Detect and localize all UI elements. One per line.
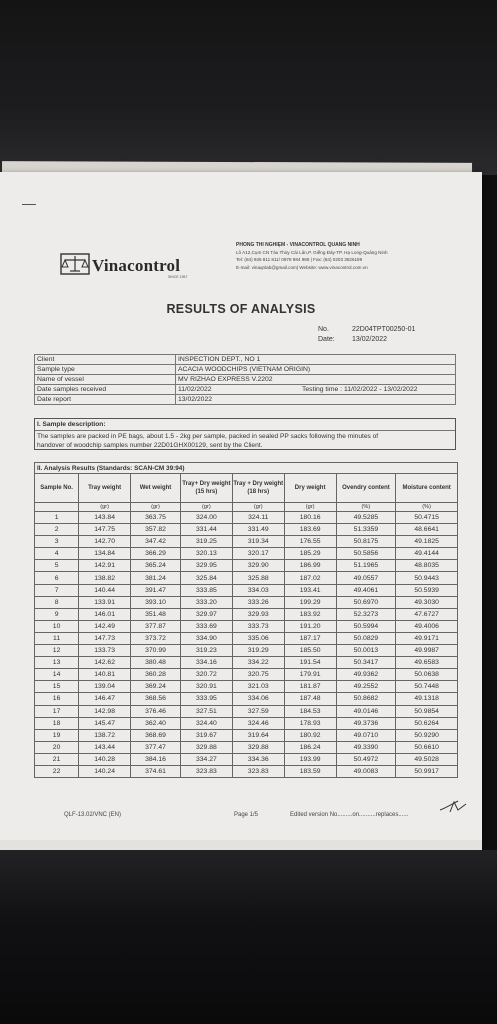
table-cell: 49.3390 — [336, 741, 396, 753]
table-cell: 142.98 — [79, 705, 131, 717]
report-date-label: Date: — [318, 336, 335, 343]
table-cell: 17 — [35, 705, 79, 717]
info-row — [35, 355, 456, 365]
lab-address: Lô A12,Cụm CN Tàu Thủy Cái Lân,P. Giếng Đáy-TP. Hạ Long-Quảng Ninh — [236, 250, 388, 256]
table-cell: 323.83 — [180, 765, 232, 777]
table-cell: 377.47 — [131, 741, 181, 753]
table-cell: 142.70 — [79, 536, 131, 548]
table-cell: 181.87 — [284, 681, 336, 693]
table-cell: 193.41 — [284, 584, 336, 596]
table-cell: 1 — [35, 512, 79, 524]
table-cell: 334.22 — [232, 657, 284, 669]
table-cell: 50.8175 — [336, 536, 396, 548]
info-label: Client — [35, 355, 176, 365]
table-cell: 48.8035 — [396, 560, 458, 572]
table-row — [35, 632, 458, 644]
table-cell: 50.0013 — [336, 645, 396, 657]
table-cell: 49.4144 — [396, 548, 458, 560]
info-row — [35, 385, 456, 395]
table-row — [35, 765, 458, 777]
info-label: Date samples received — [35, 385, 176, 395]
table-cell: 49.5285 — [336, 512, 396, 524]
table-cell: 50.6264 — [396, 717, 458, 729]
testing-time-label: Testing time : — [302, 386, 343, 393]
table-cell: 186.99 — [284, 560, 336, 572]
description-heading: I. Sample description: — [35, 419, 455, 431]
table-cell: 366.29 — [131, 548, 181, 560]
table-row — [35, 741, 458, 753]
table-row — [35, 524, 458, 536]
table-cell: 146.01 — [79, 608, 131, 620]
logo-text: Vinacontrol — [92, 256, 181, 275]
column-header: Sample No. — [35, 474, 79, 503]
report-date-value: 13/02/2022 — [352, 336, 388, 343]
table-row — [35, 596, 458, 608]
analysis-results-table — [34, 462, 458, 778]
table-cell: 327.51 — [180, 705, 232, 717]
unit-cell: (gr) — [131, 503, 181, 512]
table-cell: 320.72 — [180, 669, 232, 681]
table-cell: 52.3273 — [336, 608, 396, 620]
table-cell: 49.0146 — [336, 705, 396, 717]
table-caption-row — [35, 463, 458, 474]
vinacontrol-logo-icon — [60, 253, 90, 275]
column-header: Ovendry content — [336, 474, 396, 503]
table-cell: 3 — [35, 536, 79, 548]
edited-version: Edited version No.........on..........replaces...... — [290, 812, 409, 818]
table-cell: 50.9290 — [396, 729, 458, 741]
table-cell: 16 — [35, 693, 79, 705]
report-meta — [318, 325, 415, 345]
table-cell: 324.46 — [232, 717, 284, 729]
table-cell: 179.91 — [284, 669, 336, 681]
table-cell: 18 — [35, 717, 79, 729]
lab-name: PHÒNG THÍ NGHIỆM - VINACONTROL QUẢNG NINH — [236, 242, 360, 248]
table-cell: 134.84 — [79, 548, 131, 560]
info-value: INSPECTION DEPT., NO 1 — [176, 355, 456, 365]
table-row — [35, 536, 458, 548]
table-cell: 50.8682 — [336, 693, 396, 705]
table-cell: 319.34 — [232, 536, 284, 548]
table-cell: 50.4715 — [396, 512, 458, 524]
table-cell: 133.73 — [79, 645, 131, 657]
info-label: Date report — [35, 395, 176, 405]
table-cell: 191.20 — [284, 620, 336, 632]
table-row — [35, 620, 458, 632]
table-cell: 50.6970 — [336, 596, 396, 608]
description-text — [35, 431, 455, 451]
table-cell: 51.1965 — [336, 560, 396, 572]
table-cell: 49.6583 — [396, 657, 458, 669]
info-value: 13/02/2022 — [176, 395, 456, 405]
table-cell: 139.04 — [79, 681, 131, 693]
table-cell: 143.44 — [79, 741, 131, 753]
unit-cell: (%) — [396, 503, 458, 512]
table-cell: 15 — [35, 681, 79, 693]
table-cell: 334.27 — [180, 753, 232, 765]
table-cell: 50.4972 — [336, 753, 396, 765]
table-cell: 22 — [35, 765, 79, 777]
logo-since: SINCE 1957 — [168, 275, 188, 279]
table-cell: 7 — [35, 584, 79, 596]
table-cell: 142.62 — [79, 657, 131, 669]
unit-cell: (gr) — [284, 503, 336, 512]
column-header: Tray+ Dry weight (15 hrs) — [180, 474, 232, 503]
sample-description — [34, 418, 456, 450]
table-cell: 4 — [35, 548, 79, 560]
table-row — [35, 548, 458, 560]
table-units-row — [35, 503, 458, 512]
table-cell: 138.72 — [79, 729, 131, 741]
page-number: Page 1/5 — [234, 812, 259, 818]
info-row — [35, 365, 456, 375]
table-cell: 325.88 — [232, 572, 284, 584]
table-cell: 50.5939 — [396, 584, 458, 596]
testing-time-value: 11/02/2022 - 13/02/2022 — [343, 386, 418, 393]
table-cell: 49.1825 — [396, 536, 458, 548]
table-cell: 183.69 — [284, 524, 336, 536]
table-cell: 374.61 — [131, 765, 181, 777]
table-cell: 5 — [35, 560, 79, 572]
table-cell: 331.44 — [180, 524, 232, 536]
table-cell: 329.88 — [180, 741, 232, 753]
table-cell: 178.93 — [284, 717, 336, 729]
table-cell: 320.17 — [232, 548, 284, 560]
table-cell: 49.5028 — [396, 753, 458, 765]
table-cell: 347.42 — [131, 536, 181, 548]
table-cell: 187.17 — [284, 632, 336, 644]
table-cell: 334.16 — [180, 657, 232, 669]
table-cell: 12 — [35, 645, 79, 657]
table-cell: 50.5994 — [336, 620, 396, 632]
table-cell: 140.81 — [79, 669, 131, 681]
table-cell: 50.0638 — [396, 669, 458, 681]
table-cell: 329.88 — [232, 741, 284, 753]
table-cell: 329.97 — [180, 608, 232, 620]
column-header: Moisture content — [396, 474, 458, 503]
table-cell: 21 — [35, 753, 79, 765]
table-cell: 320.91 — [180, 681, 232, 693]
testing-time — [300, 385, 456, 395]
lab-phone: Tel: (84) 936 811 811/ 0978 984 968 | Fax: (84) 0203 3826189 — [236, 257, 363, 263]
table-cell: 334.90 — [180, 632, 232, 644]
table-cell: 50.0829 — [336, 632, 396, 644]
background-top — [0, 0, 497, 175]
table-cell: 50.9854 — [396, 705, 458, 717]
column-header: Wet weight — [131, 474, 181, 503]
table-cell: 319.25 — [180, 536, 232, 548]
table-cell: 184.53 — [284, 705, 336, 717]
table-cell: 11 — [35, 632, 79, 644]
table-cell: 351.48 — [131, 608, 181, 620]
table-cell: 365.24 — [131, 560, 181, 572]
table-cell: 147.73 — [79, 632, 131, 644]
table-cell: 49.9987 — [396, 645, 458, 657]
table-cell: 376.46 — [131, 705, 181, 717]
table-cell: 329.93 — [232, 608, 284, 620]
table-cell: 368.56 — [131, 693, 181, 705]
table-cell: 49.3736 — [336, 717, 396, 729]
table-cell: 384.16 — [131, 753, 181, 765]
info-value: ACACIA WOODCHIPS (VIETNAM ORIGIN) — [176, 365, 456, 375]
table-cell: 13 — [35, 657, 79, 669]
table-cell: 47.6727 — [396, 608, 458, 620]
table-row — [35, 729, 458, 741]
table-cell: 49.9362 — [336, 669, 396, 681]
table-cell: 370.99 — [131, 645, 181, 657]
table-cell: 10 — [35, 620, 79, 632]
table-cell: 146.47 — [79, 693, 131, 705]
table-cell: 133.91 — [79, 596, 131, 608]
table-cell: 319.23 — [180, 645, 232, 657]
column-header: Dry weight — [284, 474, 336, 503]
table-cell: 381.24 — [131, 572, 181, 584]
table-cell: 324.11 — [232, 512, 284, 524]
table-cell: 187.02 — [284, 572, 336, 584]
table-cell: 140.28 — [79, 753, 131, 765]
report-no-value: 22D04TPT00250-01 — [352, 326, 416, 333]
table-cell: 360.28 — [131, 669, 181, 681]
unit-cell: (gr) — [232, 503, 284, 512]
table-cell: 50.3417 — [336, 657, 396, 669]
table-cell: 50.6610 — [396, 741, 458, 753]
table-cell: 142.49 — [79, 620, 131, 632]
margin-mark — [22, 204, 36, 205]
table-cell: 140.44 — [79, 584, 131, 596]
table-cell: 324.00 — [180, 512, 232, 524]
table-cell: 335.06 — [232, 632, 284, 644]
table-cell: 180.92 — [284, 729, 336, 741]
unit-cell — [35, 503, 79, 512]
table-cell: 321.03 — [232, 681, 284, 693]
table-cell: 393.10 — [131, 596, 181, 608]
table-cell: 333.26 — [232, 596, 284, 608]
table-cell: 319.64 — [232, 729, 284, 741]
table-row — [35, 572, 458, 584]
table-cell: 323.83 — [232, 765, 284, 777]
table-row — [35, 717, 458, 729]
table-cell: 180.16 — [284, 512, 336, 524]
background-bottom — [0, 850, 497, 1024]
table-cell: 140.24 — [79, 765, 131, 777]
table-cell: 324.40 — [180, 717, 232, 729]
table-cell: 334.36 — [232, 753, 284, 765]
table-cell: 142.91 — [79, 560, 131, 572]
table-cell: 49.0557 — [336, 572, 396, 584]
table-cell: 19 — [35, 729, 79, 741]
table-cell: 377.87 — [131, 620, 181, 632]
column-header: Tray + Dry weight (18 hrs) — [232, 474, 284, 503]
form-code: QLF-13.02/VNC (EN) — [64, 812, 122, 818]
table-row — [35, 657, 458, 669]
table-row — [35, 512, 458, 524]
table-cell: 331.49 — [232, 524, 284, 536]
table-cell: 185.29 — [284, 548, 336, 560]
unit-cell: (gr) — [79, 503, 131, 512]
table-cell: 327.59 — [232, 705, 284, 717]
table-cell: 333.85 — [180, 584, 232, 596]
table-cell: 50.5856 — [336, 548, 396, 560]
table-cell: 193.99 — [284, 753, 336, 765]
lab-email: E-mail: vinaqnlab@gmail.com| Website: www.vinacontrol.com.vn — [236, 264, 368, 270]
table-cell: 368.69 — [131, 729, 181, 741]
table-cell: 363.75 — [131, 512, 181, 524]
table-cell: 185.50 — [284, 645, 336, 657]
table-cell: 183.92 — [284, 608, 336, 620]
table-cell: 50.7448 — [396, 681, 458, 693]
page-title: RESULTS OF ANALYSIS — [166, 302, 316, 316]
table-row — [35, 753, 458, 765]
info-value: MV RIZHAO EXPRESS V.2202 — [176, 375, 456, 385]
table-cell: 334.06 — [232, 693, 284, 705]
table-cell: 369.24 — [131, 681, 181, 693]
table-cell: 49.9171 — [396, 632, 458, 644]
report-no-label: No. — [318, 326, 329, 333]
table-cell: 186.24 — [284, 741, 336, 753]
unit-cell: (gr) — [180, 503, 232, 512]
table-header-row — [35, 474, 458, 503]
info-label: Sample type — [35, 365, 176, 375]
table-cell: 319.67 — [180, 729, 232, 741]
table-cell: 320.75 — [232, 669, 284, 681]
table-cell: 325.84 — [180, 572, 232, 584]
table-row — [35, 608, 458, 620]
table-cell: 49.4006 — [396, 620, 458, 632]
info-label: Name of vessel — [35, 375, 176, 385]
table-row — [35, 645, 458, 657]
table-cell: 8 — [35, 596, 79, 608]
table-cell: 183.59 — [284, 765, 336, 777]
table-cell: 191.54 — [284, 657, 336, 669]
table-cell: 380.48 — [131, 657, 181, 669]
table-cell: 357.82 — [131, 524, 181, 536]
table-cell: 319.29 — [232, 645, 284, 657]
table-cell: 391.47 — [131, 584, 181, 596]
table-row — [35, 681, 458, 693]
signature-mark-icon — [438, 798, 468, 814]
table-cell: 50.9443 — [396, 572, 458, 584]
table-row — [35, 560, 458, 572]
table-cell: 49.1318 — [396, 693, 458, 705]
column-header: Tray weight — [79, 474, 131, 503]
description-line: handover of woodchip samples number 22D01GHX00129, sent by the Client. — [37, 442, 263, 449]
table-row — [35, 584, 458, 596]
sample-info-table — [34, 354, 456, 405]
table-cell: 49.0083 — [336, 765, 396, 777]
info-row — [35, 375, 456, 385]
table-cell: 2 — [35, 524, 79, 536]
table-cell: 49.4061 — [336, 584, 396, 596]
table-cell: 49.2552 — [336, 681, 396, 693]
table-cell: 50.9917 — [396, 765, 458, 777]
table-cell: 147.75 — [79, 524, 131, 536]
table-cell: 14 — [35, 669, 79, 681]
table-cell: 333.95 — [180, 693, 232, 705]
table-cell: 187.48 — [284, 693, 336, 705]
table-cell: 9 — [35, 608, 79, 620]
unit-cell: (%) — [336, 503, 396, 512]
table-cell: 138.82 — [79, 572, 131, 584]
description-line: The samples are packed in PE bags, about 1.5 - 2kg per sample, packed in sealed PP sacks following the minutes of — [37, 433, 379, 440]
info-value: 11/02/2022 — [176, 385, 301, 395]
table-cell: 145.47 — [79, 717, 131, 729]
table-cell: 6 — [35, 572, 79, 584]
table-cell: 143.84 — [79, 512, 131, 524]
table-cell: 199.29 — [284, 596, 336, 608]
table-cell: 334.03 — [232, 584, 284, 596]
table-cell: 49.3030 — [396, 596, 458, 608]
lab-address-block — [236, 242, 466, 271]
table-cell: 373.72 — [131, 632, 181, 644]
table-cell: 362.40 — [131, 717, 181, 729]
table-cell: 329.95 — [180, 560, 232, 572]
info-row — [35, 395, 456, 405]
analysis-caption: II. Analysis Results (Standards: SCAN-CM 39:94) — [35, 463, 458, 474]
table-cell: 20 — [35, 741, 79, 753]
table-cell: 329.90 — [232, 560, 284, 572]
table-cell: 333.69 — [180, 620, 232, 632]
table-cell: 176.55 — [284, 536, 336, 548]
table-row — [35, 705, 458, 717]
table-row — [35, 693, 458, 705]
table-cell: 49.0710 — [336, 729, 396, 741]
table-cell: 333.20 — [180, 596, 232, 608]
table-row — [35, 669, 458, 681]
table-cell: 51.3359 — [336, 524, 396, 536]
table-cell: 320.13 — [180, 548, 232, 560]
table-cell: 48.6641 — [396, 524, 458, 536]
table-cell: 333.73 — [232, 620, 284, 632]
